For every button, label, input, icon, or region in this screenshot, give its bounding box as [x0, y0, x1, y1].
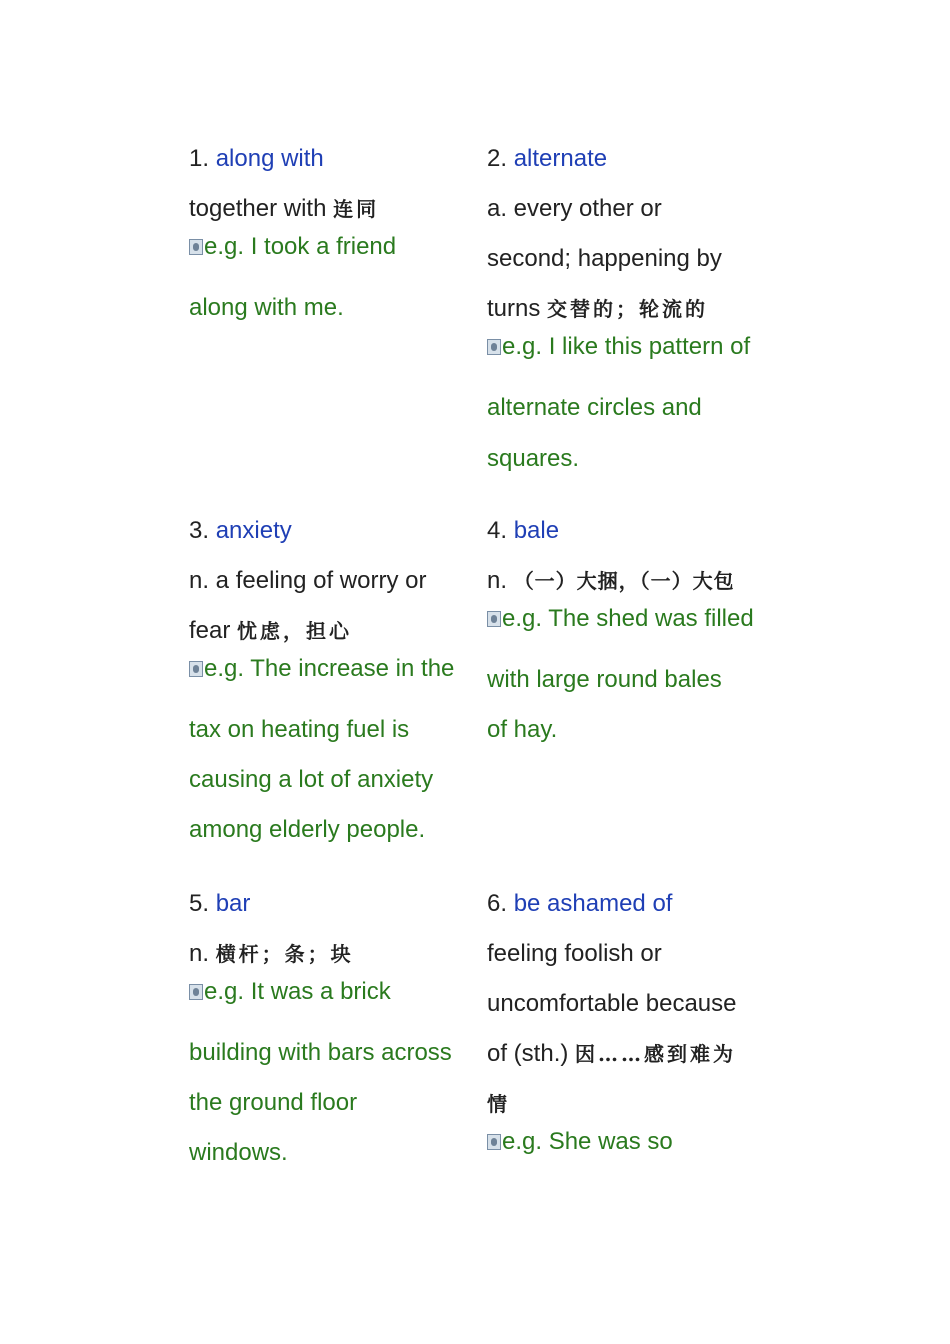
definition-text: together with: [189, 195, 334, 222]
example-text: e.g. The increase in the: [204, 655, 455, 682]
definition-chinese: （一）大捆，（一）大包: [513, 569, 735, 593]
example-text: among elderly people.: [189, 816, 426, 843]
definition-chinese: 忧虑，担心: [237, 619, 353, 643]
entry-word: bar: [215, 890, 251, 917]
example-line: [189, 1038, 452, 1068]
definition-text: of (sth.): [487, 1040, 576, 1067]
definition-chinese: 横杆；条；块: [215, 942, 354, 966]
example-line: [487, 1127, 673, 1157]
example-text: e.g. The shed was filled: [502, 605, 754, 632]
definition-text: turns: [487, 295, 548, 322]
example-line: [487, 332, 750, 362]
definition-text: uncomfortable because: [487, 990, 737, 1017]
definition-text: second; happening by: [487, 245, 722, 272]
definition-chinese: 因……感到难为: [575, 1042, 737, 1066]
definition-text: n.: [487, 567, 514, 594]
definition-line: [189, 194, 379, 224]
definition-text: fear: [189, 617, 238, 644]
example-marker-icon: [189, 984, 203, 1000]
example-text: tax on heating fuel is: [189, 716, 410, 743]
example-line: [189, 232, 396, 262]
example-line: [189, 977, 391, 1007]
definition-line: [487, 294, 708, 324]
example-line: [189, 293, 344, 323]
example-text: along with me.: [189, 294, 344, 321]
example-line: [487, 715, 557, 745]
example-line: [189, 1088, 357, 1118]
definition-line: [487, 1039, 736, 1069]
entry-number: 1.: [189, 145, 210, 172]
example-line: [189, 765, 433, 795]
example-text: building with bars across: [189, 1039, 452, 1066]
definition-text: n.: [189, 940, 216, 967]
entry-number: 2.: [487, 145, 508, 172]
example-line: [487, 604, 754, 634]
example-text: windows.: [189, 1139, 288, 1166]
example-marker-icon: [487, 611, 501, 627]
example-marker-icon: [189, 239, 203, 255]
entry-word: be ashamed of: [513, 890, 673, 917]
definition-chinese: 交替的；轮流的: [547, 297, 709, 321]
entry-heading: [189, 516, 292, 546]
example-text: of hay.: [487, 716, 558, 743]
definition-line: [487, 566, 735, 596]
definition-line: [189, 566, 426, 596]
example-line: [189, 654, 454, 684]
example-line: [189, 815, 425, 845]
entry-heading: [487, 889, 672, 919]
example-text: e.g. I like this pattern of: [502, 333, 751, 360]
example-line: [487, 665, 722, 695]
definition-line: [487, 989, 737, 1019]
example-marker-icon: [487, 339, 501, 355]
example-text: squares.: [487, 445, 580, 472]
example-marker-icon: [487, 1134, 501, 1150]
definition-line: [487, 1089, 510, 1119]
example-text: e.g. I took a friend: [204, 233, 397, 260]
definition-chinese: 情: [487, 1092, 510, 1116]
definition-line: [487, 194, 662, 224]
example-text: the ground floor: [189, 1089, 358, 1116]
entry-word: bale: [513, 517, 560, 544]
entry-word: along with: [215, 145, 324, 172]
entry-heading: [487, 144, 607, 174]
example-text: with large round bales: [487, 666, 722, 693]
definition-text: n. a feeling of worry or: [189, 567, 427, 594]
entry-heading: [487, 516, 559, 546]
entry-number: 4.: [487, 517, 508, 544]
entry-heading: [189, 144, 324, 174]
definition-line: [189, 616, 352, 646]
definition-text: a. every other or: [487, 195, 662, 222]
entry-heading: [189, 889, 250, 919]
entry-word: anxiety: [215, 517, 292, 544]
example-line: [189, 715, 409, 745]
definition-line: [487, 939, 662, 969]
example-text: e.g. She was so: [502, 1128, 673, 1155]
entry-word: alternate: [513, 145, 608, 172]
example-line: [487, 444, 579, 474]
example-text: e.g. It was a brick: [204, 978, 391, 1005]
example-line: [487, 393, 702, 423]
entry-number: 6.: [487, 890, 508, 917]
entry-number: 3.: [189, 517, 210, 544]
entry-number: 5.: [189, 890, 210, 917]
definition-line: [189, 939, 354, 969]
example-line: [189, 1138, 288, 1168]
definition-text: feeling foolish or: [487, 940, 662, 967]
definition-line: [487, 244, 722, 274]
example-text: causing a lot of anxiety: [189, 766, 434, 793]
definition-chinese: 连同: [333, 197, 380, 221]
example-text: alternate circles and: [487, 394, 702, 421]
example-marker-icon: [189, 661, 203, 677]
